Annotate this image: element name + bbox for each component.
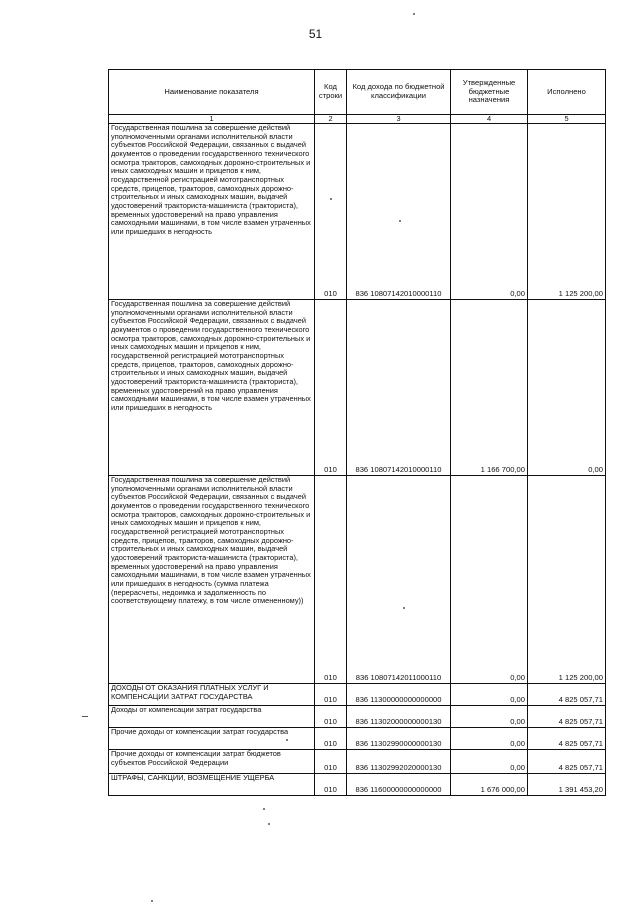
row-code: 010 xyxy=(315,124,347,300)
row-name: Государственная пошлина за совершение действий уполномоченными органами исполнительной власти субъектов Российской Федерации, связанных с выдачей документов о проведении государственного технического осмотра тракторов, самоходных дорожно-строительных и иных самоходных машин и прицепов к ним, государственной регистрацией мототранспортных средств, прицепов, тракторов, самоходных дорожно-строительных и иных самоходных машин, выдачей удостоверений тракториста-машиниста (тракториста), временных удостоверений на право управления самоходными машинами, в том числе взамен утраченных или пришедших в негодность xyxy=(109,300,315,476)
header-executed: Исполнено xyxy=(528,70,606,115)
page-number: 51 xyxy=(308,27,323,41)
column-number: 2 xyxy=(315,115,347,124)
row-code: 010 xyxy=(315,684,347,706)
row-budget-code: 836 10807142010000110 xyxy=(347,124,451,300)
table-row xyxy=(109,300,606,476)
row-approved: 0,00 xyxy=(451,728,528,750)
row-executed: 4 825 057,71 xyxy=(528,750,606,774)
row-approved: 0,00 xyxy=(451,684,528,706)
row-budget-code: 836 10807142011000110 xyxy=(347,476,451,684)
column-number: 4 xyxy=(451,115,528,124)
scan-speck xyxy=(330,198,332,200)
column-number: 3 xyxy=(347,115,451,124)
table-row xyxy=(109,728,606,750)
row-code: 010 xyxy=(315,476,347,684)
row-budget-code: 836 11300000000000000 xyxy=(347,684,451,706)
scan-speck xyxy=(82,716,88,717)
row-code: 010 xyxy=(315,774,347,796)
column-number: 1 xyxy=(109,115,315,124)
table-row xyxy=(109,684,606,706)
row-code: 010 xyxy=(315,728,347,750)
table-row xyxy=(109,124,606,300)
table-row xyxy=(109,750,606,774)
row-name: Прочие доходы от компенсации затрат бюджетов субъектов Российской Федерации xyxy=(109,750,315,774)
table-row xyxy=(109,706,606,728)
header-budget-code: Код дохода по бюджетной классификации xyxy=(347,70,451,115)
scan-speck xyxy=(413,13,415,15)
table-row xyxy=(109,774,606,796)
row-code: 010 xyxy=(315,750,347,774)
row-name: Государственная пошлина за совершение действий уполномоченными органами исполнительной власти субъектов Российской Федерации, связанных с выдачей документов о проведении государственного технического осмотра тракторов, самоходных дорожно-строительных и иных самоходных машин и прицепов к ним, государственной регистрацией мототранспортных средств, прицепов, тракторов, самоходных дорожно-строительных и иных самоходных машин, выдачей удостоверений тракториста-машиниста (тракториста), временных удостоверений на право управления самоходными машинами, в том числе взамен утраченных или пришедших в негодность xyxy=(109,124,315,300)
scan-speck xyxy=(286,739,288,741)
row-name: Прочие доходы от компенсации затрат государства xyxy=(109,728,315,750)
row-approved: 1 676 000,00 xyxy=(451,774,528,796)
row-executed: 4 825 057,71 xyxy=(528,728,606,750)
header-row xyxy=(109,70,606,115)
row-name: Доходы от компенсации затрат государства xyxy=(109,706,315,728)
header-code: Код строки xyxy=(315,70,347,115)
row-executed: 4 825 057,71 xyxy=(528,684,606,706)
row-budget-code: 836 11600000000000000 xyxy=(347,774,451,796)
scan-speck xyxy=(403,607,405,609)
row-executed: 1 125 200,00 xyxy=(528,124,606,300)
scan-speck xyxy=(268,823,270,825)
row-name: Государственная пошлина за совершение действий уполномоченными органами исполнительной власти субъектов Российской Федерации, связанных с выдачей документов о проведении государственного технического осмотра тракторов, самоходных дорожно-строительных и иных самоходных машин и прицепов к ним, государственной регистрацией мототранспортных средств, прицепов, тракторов, самоходных дорожно-строительных и иных самоходных машин, выдачей удостоверений тракториста-машиниста (тракториста), временных удостоверений на право управления самоходными машинами, в том числе взамен утраченных или пришедших в негодность (сумма платежа (перерасчеты, недоимка и задолженность по соответствующему платежу, в том числе отмененному)) xyxy=(109,476,315,684)
row-approved: 0,00 xyxy=(451,706,528,728)
header-name: Наименование показателя xyxy=(109,70,315,115)
row-budget-code: 836 11302000000000130 xyxy=(347,706,451,728)
row-code: 010 xyxy=(315,706,347,728)
table-row xyxy=(109,476,606,684)
row-executed: 1 125 200,00 xyxy=(528,476,606,684)
row-budget-code: 836 10807142010000110 xyxy=(347,300,451,476)
row-approved: 0,00 xyxy=(451,124,528,300)
row-approved: 0,00 xyxy=(451,750,528,774)
row-executed: 4 825 057,71 xyxy=(528,706,606,728)
scan-speck xyxy=(399,220,401,222)
scan-speck xyxy=(151,900,153,902)
row-name: ДОХОДЫ ОТ ОКАЗАНИЯ ПЛАТНЫХ УСЛУГ И КОМПЕНСАЦИИ ЗАТРАТ ГОСУДАРСТВА xyxy=(109,684,315,706)
row-executed: 0,00 xyxy=(528,300,606,476)
column-number: 5 xyxy=(528,115,606,124)
scan-speck xyxy=(263,808,265,810)
row-executed: 1 391 453,20 xyxy=(528,774,606,796)
row-code: 010 xyxy=(315,300,347,476)
row-approved: 0,00 xyxy=(451,476,528,684)
row-name: ШТРАФЫ, САНКЦИИ, ВОЗМЕЩЕНИЕ УЩЕРБА xyxy=(109,774,315,796)
header-approved: Утвержденные бюджетные назначения xyxy=(451,70,528,115)
revenue-table xyxy=(108,69,606,796)
row-budget-code: 836 11302990000000130 xyxy=(347,728,451,750)
row-approved: 1 166 700,00 xyxy=(451,300,528,476)
row-budget-code: 836 11302992020000130 xyxy=(347,750,451,774)
